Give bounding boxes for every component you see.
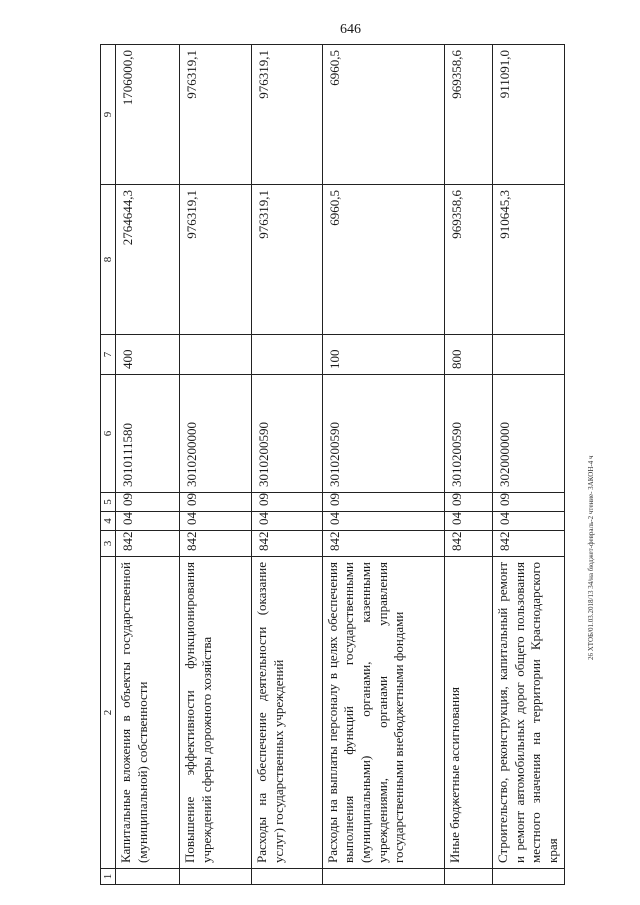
cell-name: Строительство, реконструкция, капитальный ремонт и ремонт автомобильных дорог общего пользования местного значения на территории Краснодарского края	[493, 557, 565, 869]
cell-name: Расходы на обеспечение деятельности (оказание услуг) государственных учреждений	[252, 557, 322, 869]
cell-pr: 09	[445, 493, 493, 512]
header-cell-4: 4	[101, 512, 116, 531]
cell-sum-2019: 6960,5	[322, 45, 444, 185]
budget-table	[100, 44, 565, 885]
cell-name: Повышение эффективности функционирования учреждений сферы дорожного хозяйства	[180, 557, 252, 869]
cell-col1	[445, 869, 493, 885]
cell-vr	[493, 335, 565, 375]
cell-csr: 3020000000	[493, 375, 565, 493]
cell-pr: 09	[322, 493, 444, 512]
header-row	[101, 45, 116, 885]
cell-pr: 09	[116, 493, 180, 512]
cell-csr: 3010200000	[180, 375, 252, 493]
cell-grbs: 842	[116, 531, 180, 557]
cell-csr: 3010200590	[445, 375, 493, 493]
table-row	[445, 45, 493, 885]
cell-sum-2018: 6960,5	[322, 185, 444, 335]
header-cell-8: 8	[101, 185, 116, 335]
cell-col1	[493, 869, 565, 885]
cell-name: Капитальные вложения в объекты государственной (муниципальной) собственности	[116, 557, 180, 869]
cell-sum-2018: 2764644,3	[116, 185, 180, 335]
header-cell-9: 9	[101, 45, 116, 185]
cell-sum-2018: 969358,6	[445, 185, 493, 335]
header-cell-5: 5	[101, 493, 116, 512]
cell-vr	[180, 335, 252, 375]
cell-rz: 04	[493, 512, 565, 531]
cell-csr: 3010200590	[322, 375, 444, 493]
cell-vr: 400	[116, 335, 180, 375]
table-row	[252, 45, 322, 885]
table-row	[116, 45, 180, 885]
cell-sum-2018: 910645,3	[493, 185, 565, 335]
cell-grbs: 842	[493, 531, 565, 557]
cell-vr: 100	[322, 335, 444, 375]
cell-rz: 04	[445, 512, 493, 531]
header-cell-2: 2	[101, 557, 116, 869]
cell-pr: 09	[252, 493, 322, 512]
table-row	[322, 45, 444, 885]
cell-grbs: 842	[322, 531, 444, 557]
cell-name: Иные бюджетные ассигнования	[445, 557, 493, 869]
table-row	[493, 45, 565, 885]
cell-col1	[322, 869, 444, 885]
cell-csr: 3010200590	[252, 375, 322, 493]
cell-grbs: 842	[252, 531, 322, 557]
cell-sum-2018: 976319,1	[252, 185, 322, 335]
header-cell-3: 3	[101, 531, 116, 557]
cell-rz: 04	[180, 512, 252, 531]
cell-rz: 04	[322, 512, 444, 531]
cell-vr	[252, 335, 322, 375]
cell-col1	[252, 869, 322, 885]
cell-sum-2019: 976319,1	[252, 45, 322, 185]
header-cell-1: 1	[101, 869, 116, 885]
table-row	[180, 45, 252, 885]
cell-rz: 04	[252, 512, 322, 531]
cell-rz: 04	[116, 512, 180, 531]
cell-col1	[116, 869, 180, 885]
cell-sum-2019: 969358,6	[445, 45, 493, 185]
cell-csr: 3010111580	[116, 375, 180, 493]
rotated-budget-table	[100, 45, 565, 885]
cell-grbs: 842	[445, 531, 493, 557]
header-cell-7: 7	[101, 335, 116, 375]
budget-table-body	[101, 45, 565, 885]
cell-pr: 09	[493, 493, 565, 512]
header-cell-6: 6	[101, 375, 116, 493]
page-number: 646	[340, 22, 361, 37]
cell-vr: 800	[445, 335, 493, 375]
cell-grbs: 842	[180, 531, 252, 557]
footer-note: 26 ХТОБ/01.03.2018/13 34/на бюджет-февраль-2 чтение- ЗАКОН-4 ч	[587, 455, 595, 660]
cell-name: Расходы на выплаты персоналу в целях обеспечения выполнения функций государственными (муниципальными) органами, казенными учреждениями, органами управления государственными внебюджетными фондами	[322, 557, 444, 869]
cell-sum-2019: 976319,1	[180, 45, 252, 185]
cell-col1	[180, 869, 252, 885]
cell-pr: 09	[180, 493, 252, 512]
cell-sum-2019: 1706000,0	[116, 45, 180, 185]
cell-sum-2018: 976319,1	[180, 185, 252, 335]
cell-sum-2019: 911091,0	[493, 45, 565, 185]
